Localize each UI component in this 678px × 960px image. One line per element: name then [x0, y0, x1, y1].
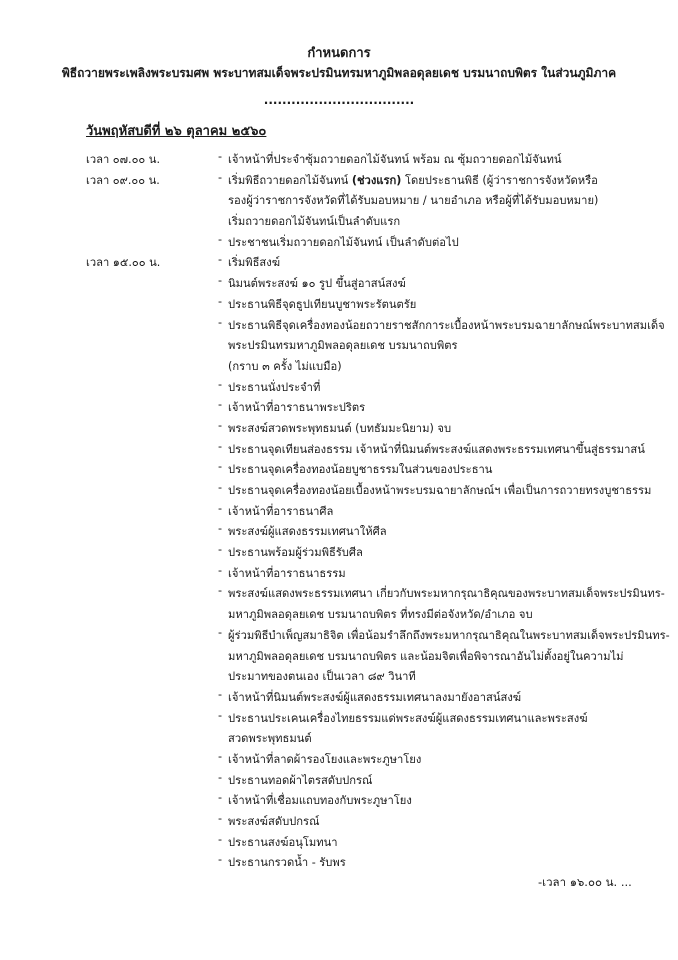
schedule-item-text-part: เจ้าหน้าที่เชื่อมแถบทองกับพระภูษาโยง — [228, 794, 412, 808]
bullet-dash: - — [218, 315, 223, 329]
schedule-row — [0, 543, 678, 564]
schedule-row — [0, 253, 678, 274]
schedule-date: วันพฤหัสบดีที่ ๒๖ ตุลาคม ๒๕๖๐ — [86, 124, 267, 139]
schedule-row — [0, 357, 678, 378]
schedule-item-text — [228, 398, 365, 416]
bullet-dash: - — [218, 584, 223, 598]
schedule-item-text-part: ประมาทของตนเอง เป็นเวลา ๘๙ วินาที — [228, 670, 416, 684]
schedule-item-text — [228, 564, 346, 582]
schedule-item-text-part: สวดพระพุทธมนต์ — [228, 732, 312, 746]
bullet-dash: - — [218, 274, 223, 288]
bullet-dash: - — [218, 687, 223, 701]
schedule-item-text — [228, 253, 280, 271]
schedule-item-text — [228, 543, 363, 561]
schedule-item-text-part: ประธานจุดเครื่องทองน้อยบูชาธรรมในส่วนของประธาน — [228, 463, 493, 477]
schedule-row — [0, 647, 678, 668]
schedule-item-text — [228, 481, 651, 499]
schedule-row — [0, 481, 678, 502]
continued-footer: -เวลา ๑๖.๐๐ น. ... — [538, 875, 632, 889]
bullet-dash: - — [218, 150, 223, 163]
schedule-item-text — [228, 626, 670, 644]
bullet-dash: - — [218, 170, 223, 184]
bullet-dash: - — [218, 749, 223, 763]
schedule-item-text-part: รองผู้ว่าราชการจังหวัดที่ได้รับมอบหมาย / นายอำเภอ หรือผู้ที่ได้รับมอบหมาย) — [228, 194, 599, 208]
schedule-item-text-part: นิมนต์พระสงฆ์ ๑๐ รูป ขึ้นสู่อาสน์สงฆ์ — [228, 277, 406, 291]
schedule-item-text-part: พระสงฆ์ผู้แสดงธรรมเทศนาให้ศีล — [228, 525, 387, 539]
schedule-item-text — [228, 378, 320, 396]
schedule-item-text-part: (กราบ ๓ ครั้ง ไม่แบมือ) — [228, 359, 342, 373]
schedule-row — [0, 419, 678, 440]
document-title: กำหนดการ — [307, 46, 371, 61]
schedule-item-text-part: เจ้าหน้าที่อาราธนาพระปริตร — [228, 401, 366, 415]
schedule-item-text — [228, 605, 533, 623]
schedule-item-text — [228, 191, 598, 209]
schedule-item-text — [228, 771, 372, 789]
schedule-item-text-part: พระสงฆ์สวดพระพุทธมนต์ (บทธัมมะนิยาม) จบ — [228, 421, 452, 435]
schedule-row — [0, 171, 678, 192]
schedule-list — [0, 150, 678, 874]
schedule-item-text — [228, 688, 521, 706]
schedule-item-text — [228, 812, 319, 830]
schedule-item-text-part: ผู้ร่วมพิธีบำเพ็ญสมาธิจิต เพื่อน้อมรำลึกถึงพระมหากรุณาธิคุณในพระบาทสมเด็จพระปรมินทร- — [228, 628, 670, 642]
bullet-dash: - — [218, 791, 223, 805]
bullet-dash: - — [218, 377, 223, 391]
schedule-item-text-part: ประธานประเคนเครื่องไทยธรรมแด่พระสงฆ์ผู้แสดงธรรมเทศนาและพระสงฆ์ — [228, 711, 588, 725]
schedule-item-text-part: เจ้าหน้าที่ประจำซุ้มถวายดอกไม้จันทน์ พร้อม ณ ซุ้มถวายดอกไม้จันทน์ — [228, 153, 562, 166]
schedule-row — [0, 812, 678, 833]
schedule-item-text — [228, 647, 623, 665]
schedule-item-text-part: ประธานพร้อมผู้ร่วมพิธีรับศีล — [228, 546, 363, 560]
bullet-dash: - — [218, 439, 223, 453]
schedule-item-text-part: ประธานจุดเครื่องทองน้อยเบื้องหน้าพระบรมฉายาลักษณ์ฯ เพื่อเป็นการถวายทรงบูชาธรรม — [228, 484, 652, 497]
schedule-item-text — [228, 709, 588, 727]
bullet-dash: - — [218, 522, 223, 536]
schedule-item-text — [228, 171, 598, 189]
schedule-row — [0, 564, 678, 585]
schedule-time: เวลา ๐๙.๐๐ น. — [86, 173, 160, 187]
bullet-dash: - — [218, 460, 223, 474]
bullet-dash: - — [218, 398, 223, 412]
schedule-item-text-part: ประธานสงฆ์อนุโมทนา — [228, 835, 338, 849]
schedule-item-text-part: ประธานทอดผ้าไตรสดับปกรณ์ — [228, 773, 373, 787]
schedule-item-text — [228, 584, 665, 602]
schedule-row — [0, 688, 678, 709]
schedule-row — [0, 336, 678, 357]
schedule-row — [0, 378, 678, 399]
schedule-item-text — [228, 212, 400, 230]
schedule-row — [0, 522, 678, 543]
schedule-item-text-part: ประธานพิธีจุดเครื่องทองน้อยถวายราชสักการะเบื้องหน้าพระบรมฉายาลักษณ์พระบาทสมเด็จ — [228, 318, 665, 332]
bullet-dash: - — [218, 832, 223, 846]
schedule-item-text-part: พระสงฆ์สดับปกรณ์ — [228, 815, 320, 828]
schedule-row — [0, 150, 678, 171]
bullet-dash: - — [218, 853, 223, 867]
schedule-item-text-part: เริ่มถวายดอกไม้จันทน์เป็นลำดับแรก — [228, 215, 401, 229]
schedule-item-text-part: เริ่มพิธีสงฆ์ — [228, 256, 281, 270]
schedule-item-text — [228, 274, 406, 292]
schedule-row — [0, 605, 678, 626]
bullet-dash: - — [218, 625, 223, 639]
schedule-item-text — [228, 833, 338, 851]
schedule-item-text-part: ประธานกรวดน้ำ - รับพร — [228, 856, 346, 870]
schedule-item-text-part: มหาภูมิพลอดุลยเดช บรมนาถบพิตร และน้อมจิตเพื่อพิจารณาอันไม่ตั้งอยู่ในความไม่ — [228, 649, 624, 663]
schedule-row — [0, 667, 678, 688]
schedule-item-text-part: เจ้าหน้าที่อาราธนาศีล — [228, 504, 334, 518]
schedule-item-text-part: ประธานนั่งประจำที่ — [228, 380, 321, 394]
bullet-dash: - — [218, 812, 223, 825]
schedule-item-text-part: เจ้าหน้าที่ลาดผ้ารองโยงและพระภูษาโยง — [228, 752, 422, 766]
schedule-row — [0, 750, 678, 771]
schedule-item-text-part: โดยประธานพิธี (ผู้ว่าราชการจังหวัดหรือ — [401, 173, 598, 187]
schedule-item-text — [228, 667, 416, 685]
bullet-dash: - — [218, 481, 223, 494]
schedule-item-emphasis: (ช่วงแรก) — [351, 173, 402, 187]
schedule-row — [0, 791, 678, 812]
schedule-row — [0, 440, 678, 461]
bullet-dash: - — [218, 253, 223, 267]
schedule-item-text — [228, 729, 312, 747]
schedule-item-text-part: เจ้าหน้าที่นิมนต์พระสงฆ์ผู้แสดงธรรมเทศนาลงมายังอาสน์สงฆ์ — [228, 690, 522, 704]
schedule-row — [0, 729, 678, 750]
schedule-item-text — [228, 502, 333, 520]
schedule-row — [0, 316, 678, 337]
schedule-item-text — [228, 791, 412, 809]
schedule-item-text-part: มหาภูมิพลอดุลยเดช บรมนาถบพิตร ที่ทรงมีต่อจังหวัด/อำเภอ จบ — [228, 608, 533, 622]
schedule-item-text-part: ประธานจุดเทียนส่องธรรม เจ้าหน้าที่นิมนต์พระสงฆ์แสดงพระธรรมเทศนาขึ้นสู่ธรรมาสน์ — [228, 442, 645, 456]
schedule-row — [0, 853, 678, 874]
schedule-item-text — [228, 440, 645, 458]
schedule-row — [0, 833, 678, 854]
schedule-item-text — [228, 357, 342, 375]
schedule-item-text — [228, 233, 459, 251]
schedule-item-text-part: พระสงฆ์แสดงพระธรรมเทศนา เกี่ยวกับพระมหากรุณาธิคุณของพระบาทสมเด็จพระปรมินทร- — [228, 587, 665, 601]
schedule-item-text-part: ประธานพิธีจุดธูปเทียนบูชาพระรัตนตรัย — [228, 297, 417, 311]
schedule-item-text-part: เจ้าหน้าที่อาราธนาธรรม — [228, 566, 346, 580]
schedule-row — [0, 398, 678, 419]
schedule-item-text — [228, 316, 665, 334]
bullet-dash: - — [218, 708, 223, 722]
schedule-row — [0, 460, 678, 481]
schedule-item-text — [228, 336, 458, 354]
document-subtitle: พิธีถวายพระเพลิงพระบรมศพ พระบาทสมเด็จพระปรมินทรมหาภูมิพลอดุลยเดช บรมนาถบพิตร ในส่วนภูมิภาค — [61, 66, 617, 80]
schedule-time: เวลา ๑๕.๐๐ น. — [86, 256, 161, 270]
schedule-row — [0, 191, 678, 212]
schedule-item-text — [228, 750, 421, 768]
schedule-row — [0, 771, 678, 792]
schedule-item-text-part: ประชาชนเริ่มถวายดอกไม้จันทน์ เป็นลำดับต่อไป — [228, 235, 459, 249]
schedule-item-text — [228, 853, 346, 871]
schedule-row — [0, 295, 678, 316]
schedule-item-text — [228, 419, 451, 437]
schedule-item-text — [228, 295, 416, 313]
bullet-dash: - — [218, 232, 223, 246]
schedule-item-text — [228, 150, 562, 168]
schedule-item-text — [228, 460, 492, 478]
bullet-dash: - — [218, 294, 223, 308]
schedule-row — [0, 709, 678, 730]
title-separator: ................................. — [263, 93, 415, 107]
schedule-row — [0, 584, 678, 605]
schedule-time: เวลา ๐๗.๐๐ น. — [86, 153, 161, 166]
bullet-dash: - — [218, 418, 223, 432]
bullet-dash: - — [218, 543, 223, 557]
bullet-dash: - — [218, 563, 223, 577]
schedule-row — [0, 626, 678, 647]
schedule-row — [0, 233, 678, 254]
schedule-item-text — [228, 522, 387, 540]
schedule-row — [0, 502, 678, 523]
schedule-row — [0, 274, 678, 295]
bullet-dash: - — [218, 770, 223, 784]
schedule-item-text-part: พระปรมินทรมหาภูมิพลอดุลยเดช บรมนาถบพิตร — [228, 339, 458, 353]
schedule-item-text-part: เริ่มพิธีถวายดอกไม้จันทน์ — [228, 173, 352, 187]
bullet-dash: - — [218, 501, 223, 515]
schedule-row — [0, 212, 678, 233]
